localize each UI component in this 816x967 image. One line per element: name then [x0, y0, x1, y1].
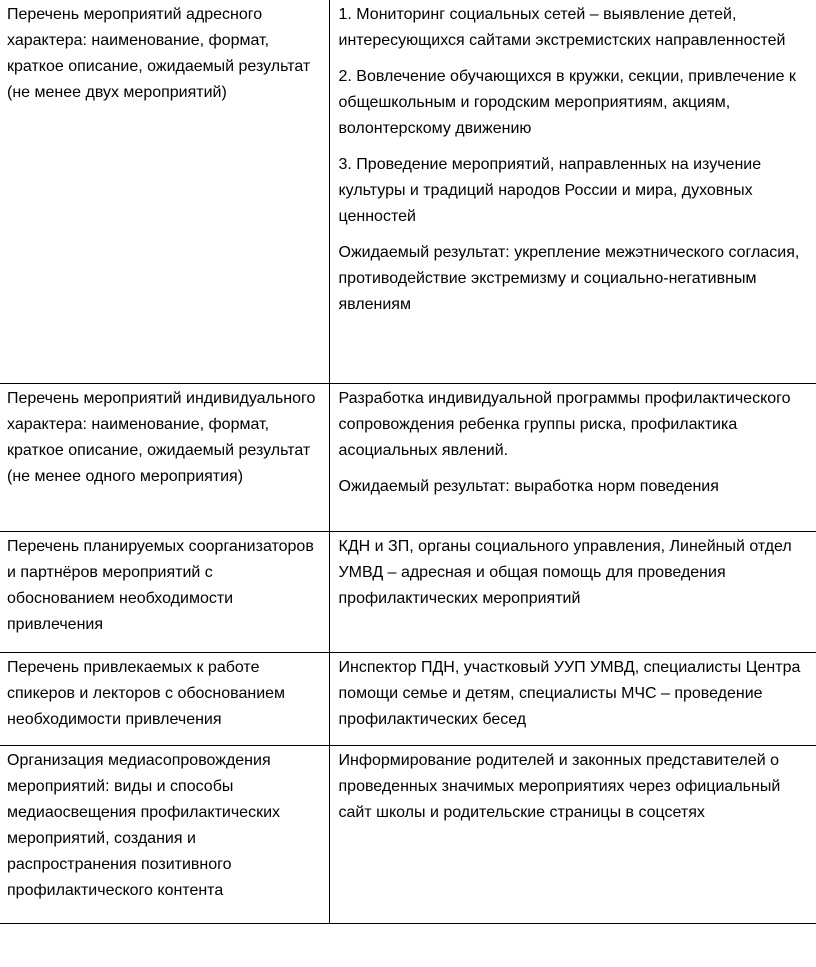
content-paragraph: Ожидаемый результат: укрепление межэтнического согласия, противодействие экстремизму и социально-негативным явлениям [338, 244, 800, 313]
table-row [0, 0, 816, 383]
row-content-cell [329, 745, 816, 923]
row-label-cell [0, 652, 329, 745]
row-label-cell [0, 0, 329, 383]
content-paragraph: 3. Проведение мероприятий, направленных на изучение культуры и традиций народов России и мира, духовных ценностей [338, 156, 762, 225]
table-row [0, 745, 816, 923]
content-paragraph: 2. Вовлечение обучающихся в кружки, секции, привлечение к общешкольным и городским мероприятиям, акциям, волонтерскому движению [338, 68, 796, 137]
content-paragraph: 1. Мониторинг социальных сетей – выявление детей, интересующихся сайтами экстремистских направленностей [338, 6, 786, 49]
row-label-cell [0, 745, 329, 923]
content-paragraph: Информирование родителей и законных представителей о проведенных значимых мероприятиях через официальный сайт школы и родительские страницы в соцсетях [338, 751, 781, 821]
row-label: Перечень мероприятий адресного характера: наименование, формат, краткое описание, ожидаемый результат (не менее двух мероприятий) [7, 6, 311, 101]
table-row [0, 652, 816, 745]
content-paragraph: Инспектор ПДН, участковый УУП УМВД, специалисты Центра помощи семье и детям, специалисты МЧС – проведение профилактических бесед [338, 658, 801, 728]
row-content-cell [329, 652, 816, 745]
row-label-cell [0, 383, 329, 531]
row-label-cell [0, 531, 329, 652]
table-row [0, 383, 816, 531]
content-paragraph: Разработка индивидуальной программы профилактического сопровождения ребенка группы риска, профилактика асоциальных явлений. [338, 389, 791, 459]
row-content-cell [329, 531, 816, 652]
row-content-cell [329, 383, 816, 531]
content-paragraph: КДН и ЗП, органы социального управления, Линейный отдел УМВД – адресная и общая помощь для проведения профилактических мероприятий [338, 537, 792, 607]
content-paragraph: Ожидаемый результат: выработка норм поведения [338, 477, 719, 495]
row-content-cell [329, 0, 816, 383]
row-label: Перечень привлекаемых к работе спикеров и лекторов с обоснованием необходимости привлечения [7, 658, 286, 728]
row-label: Перечень планируемых соорганизаторов и партнёров мероприятий с обоснованием необходимости привлечения [7, 537, 314, 633]
row-label: Организация медиасопровождения мероприятий: виды и способы медиаосвещения профилактических мероприятий, создания и распространения позитивного профилактического контента [7, 751, 281, 899]
row-label: Перечень мероприятий индивидуального характера: наименование, формат, краткое описание, ожидаемый результат (не менее одного мероприятия) [7, 389, 316, 485]
table-row [0, 531, 816, 652]
